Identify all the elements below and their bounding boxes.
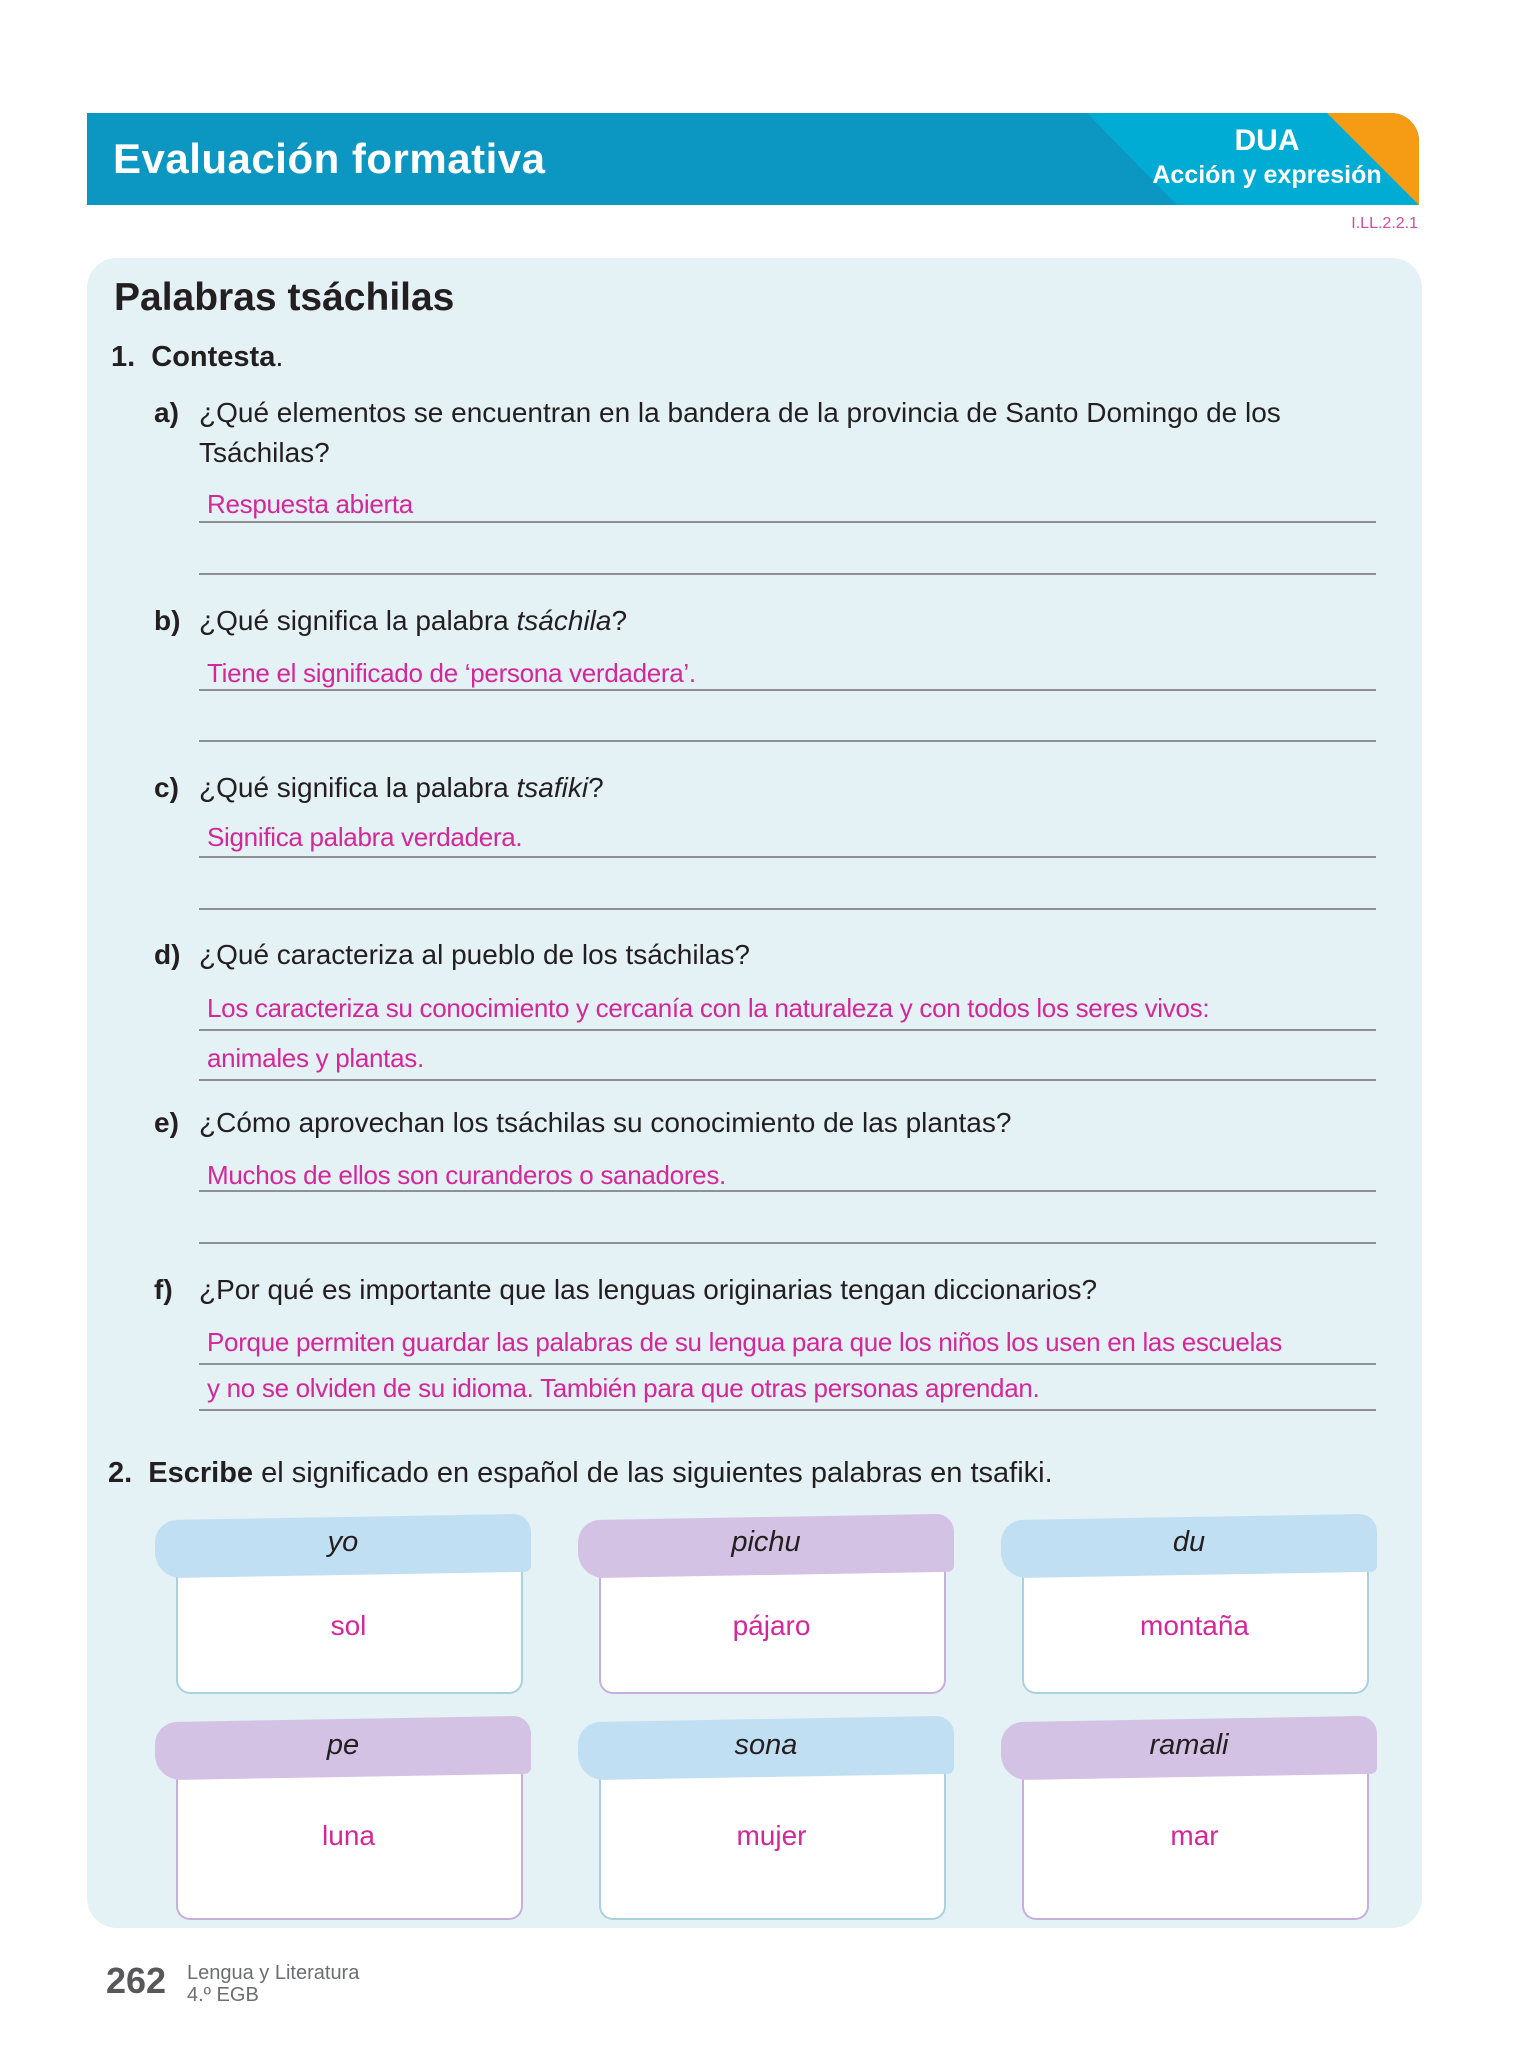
item-label: c) <box>154 772 179 803</box>
answer-text[interactable]: y no se olviden de su idioma. También para que otras personas aprendan. <box>207 1373 1040 1403</box>
answer-line <box>199 1242 1376 1244</box>
question-text-continued: Tsáchilas? <box>199 437 330 468</box>
skill-code: I.LL.2.2.1 <box>1351 215 1418 232</box>
answer-line <box>199 689 1376 691</box>
answer-line <box>199 573 1376 575</box>
question-text <box>199 397 1281 429</box>
card-answer[interactable]: montaña <box>1140 1610 1249 1641</box>
question-text-part: ¿Qué caracteriza al pueblo de los tsáchilas? <box>199 939 750 970</box>
question-text-part: ¿Cómo aprovechan los tsáchilas su conocimiento de las plantas? <box>199 1107 1012 1138</box>
card-answer[interactable]: mujer <box>736 1820 807 1851</box>
answer-text[interactable]: animales y plantas. <box>207 1043 424 1073</box>
card-answer[interactable]: luna <box>322 1820 375 1851</box>
answer-text[interactable]: Los caracteriza su conocimiento y cercanía con la naturaleza y con todos los seres vivos: <box>207 993 1210 1023</box>
page-number: 262 <box>106 1960 167 2001</box>
question-text <box>199 772 604 804</box>
page-title: Evaluación formativa <box>113 135 546 182</box>
question-instruction: Contesta <box>151 341 276 373</box>
italic-term: tsáchila <box>516 605 612 636</box>
question-text <box>199 1274 1097 1306</box>
answer-text[interactable]: Respuesta abierta <box>207 489 413 519</box>
answer-line <box>199 740 1376 742</box>
card-answer[interactable]: mar <box>1170 1820 1219 1851</box>
italic-term: tsafiki <box>516 772 589 803</box>
question-text <box>199 1107 1011 1139</box>
tsafiki-word: pe <box>326 1729 360 1761</box>
answer-line <box>199 1079 1376 1081</box>
period: . <box>275 341 284 373</box>
question-text-part: ¿Qué significa la palabra <box>199 605 517 636</box>
item-label: f) <box>154 1274 173 1305</box>
question-number: 2. <box>108 1457 133 1489</box>
answer-line <box>199 856 1376 858</box>
answer-text[interactable]: Tiene el significado de ‘persona verdadera’. <box>207 658 696 688</box>
tsafiki-word: du <box>1172 1526 1206 1558</box>
question-number: 1. <box>111 341 136 373</box>
item-label: a) <box>154 397 179 428</box>
answer-line <box>199 908 1376 910</box>
answer-line <box>199 1363 1376 1365</box>
item-label: d) <box>154 939 181 970</box>
answer-text[interactable]: Significa palabra verdadera. <box>207 822 523 852</box>
section-header-banner <box>87 113 1419 205</box>
tsafiki-word: ramali <box>1149 1729 1229 1761</box>
question-text <box>199 939 750 971</box>
tsafiki-word: pichu <box>731 1526 801 1558</box>
dua-badge-subtitle: Acción y expresión <box>1152 161 1382 189</box>
book-info <box>187 1962 359 2006</box>
question-text: el significado en español de las siguientes palabras en tsafiki. <box>253 1457 1053 1489</box>
question-instruction: Escribe <box>148 1457 254 1489</box>
question-text-part: ¿Qué elementos se encuentran en la bandera de la provincia de Santo Domingo de los <box>199 397 1281 428</box>
card-answer[interactable]: sol <box>330 1610 367 1641</box>
answer-line <box>199 1409 1376 1411</box>
answer-line <box>199 1190 1376 1192</box>
answer-text[interactable]: Muchos de ellos son curanderos o sanadores. <box>207 1160 726 1190</box>
item-label: b) <box>154 605 181 636</box>
answer-text[interactable]: Porque permiten guardar las palabras de su lengua para que los niños los usen en las escuelas <box>207 1327 1282 1357</box>
answer-line <box>199 521 1376 523</box>
card-answer[interactable]: pájaro <box>732 1610 811 1641</box>
section-title: Palabras tsáchilas <box>114 276 455 319</box>
subject: Lengua y Literatura <box>187 1962 360 1984</box>
question-2-heading <box>108 1457 1053 1490</box>
question-1-heading <box>111 341 283 374</box>
question-text-part: ? <box>588 772 604 803</box>
item-label: e) <box>154 1107 179 1138</box>
dua-badge-title: DUA <box>1234 124 1300 157</box>
tsafiki-word: sona <box>734 1729 798 1761</box>
tsafiki-word: yo <box>327 1526 359 1558</box>
question-text-part: ¿Por qué es importante que las lenguas originarias tengan diccionarios? <box>199 1274 1098 1305</box>
question-text-part: ? <box>611 605 628 636</box>
question-text-part: ¿Qué significa la palabra <box>199 772 517 803</box>
grade: 4.º EGB <box>187 1984 259 2006</box>
question-text <box>199 605 627 637</box>
answer-line <box>199 1029 1376 1031</box>
